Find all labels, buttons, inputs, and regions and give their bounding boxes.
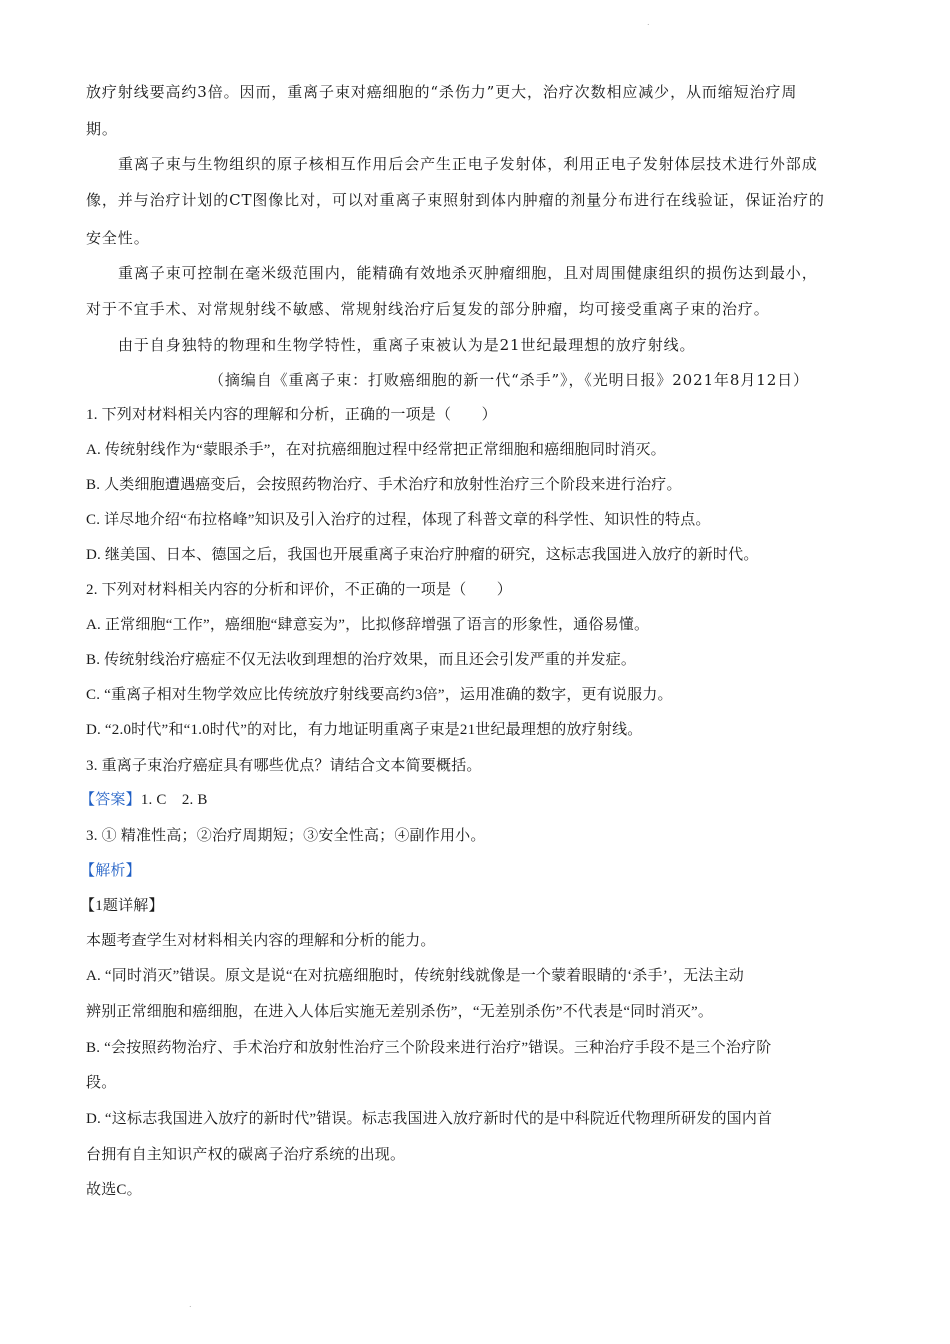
q1-option-b: B. 人类细胞遭遇癌变后，会按照药物治疗、手术治疗和放射性治疗三个阶段来进行治疗。: [86, 477, 682, 493]
q1-option-d: D. 继美国、日本、德国之后，我国也开展重离子束治疗肿瘤的研究，这标志我国进入放疗的新时代。: [86, 547, 759, 563]
analysis-b-line: B. “会按照药物治疗、手术治疗和放射性治疗三个阶段来进行治疗”错误。三种治疗手段不是三个治疗阶: [86, 1040, 772, 1056]
question-1: 1. 下列对材料相关内容的理解和分析，正确的一项是（ ）: [86, 407, 497, 423]
passage-line: 对于不宜手术、对常规射线不敏感、常规射线治疗后复发的部分肿瘤，均可接受重离子束的治疗。: [86, 300, 770, 318]
q2-option-d: D. “2.0时代”和“1.0时代”的对比，有力地证明重离子束是21世纪最理想的放疗射线。: [86, 722, 643, 738]
page-dot-bottom: .: [189, 1300, 192, 1309]
passage-line: 重离子束与生物组织的原子核相互作用后会产生正电子发射体，利用正电子发射体层技术进行外部成: [118, 155, 818, 173]
question-3: 3. 重离子束治疗癌症具有哪些优点？请结合文本简要概括。: [86, 758, 482, 774]
q2-option-b: B. 传统射线治疗癌症不仅无法收到理想的治疗效果，而且还会引发严重的并发症。: [86, 652, 637, 668]
analysis-d-line: D. “这标志我国进入放疗的新时代”错误。标志我国进入放疗新时代的是中科院近代物理所研发的国内首: [86, 1111, 773, 1127]
q1-detail-title: 【1题详解】: [80, 898, 164, 914]
passage-line: 安全性。: [86, 229, 150, 247]
analysis-d-line: 台拥有自主知识产权的碳离子治疗系统的出现。: [86, 1147, 406, 1163]
answer-line: [80, 790, 860, 810]
q1-option-c: C. 详尽地介绍“布拉格峰”知识及引入治疗的过程，体现了科普文章的科学性、知识性的特点。: [86, 512, 711, 528]
analysis-a-line: A. “同时消灭”错误。原文是说“在对抗癌细胞时，传统射线就像是一个蒙着眼睛的‘杀手’，无法主动: [86, 968, 744, 984]
passage-line: 重离子束可控制在毫米级范围内，能精确有效地杀灭肿瘤细胞，且对周围健康组织的损伤达到最小，: [118, 264, 818, 282]
q2-option-c: C. “重离子相对生物学效应比传统放疗射线要高约3倍”，运用准确的数字，更有说服力。: [86, 687, 673, 703]
passage-line: 像，并与治疗计划的CT图像比对，可以对重离子束照射到体内肿瘤的剂量分布进行在线验证，保证治疗的: [86, 191, 825, 209]
analysis-b-line: 段。: [86, 1075, 117, 1091]
q2-option-a: A. 正常细胞“工作”，癌细胞“肆意妄为”，比拟修辞增强了语言的形象性，通俗易懂。: [86, 617, 650, 633]
analysis-a-line: 辨别正常细胞和癌细胞，在进入人体后实施无差别杀伤”，“无差别杀伤”不代表是“同时消灭”。: [86, 1004, 714, 1020]
analysis-label: 【解析】: [80, 863, 141, 879]
analysis-intro: 本题考查学生对材料相关内容的理解和分析的能力。: [86, 933, 436, 949]
question-2: 2. 下列对材料相关内容的分析和评价，不正确的一项是（ ）: [86, 582, 513, 598]
q1-option-a: A. 传统射线作为“蒙眼杀手”，在对抗癌细胞过程中经常把正常细胞和癌细胞同时消灭。: [86, 442, 666, 458]
page-dot-top: .: [647, 18, 650, 27]
passage-line: 由于自身独特的物理和生物学特性，重离子束被认为是21世纪最理想的放疗射线。: [118, 336, 696, 354]
answer-q3: 3. ① 精准性高；②治疗周期短；③安全性高；④副作用小。: [86, 828, 486, 844]
answer-q12: 1. C 2. B: [140, 792, 208, 808]
passage-source: （摘编自《重离子束：打败癌细胞的新一代“杀手”》，《光明日报》2021年8月12日）: [209, 371, 809, 389]
passage-line: 期。: [86, 120, 118, 138]
passage-line: 放疗射线要高约3倍。因而，重离子束对癌细胞的“杀伤力”更大，治疗次数相应减少，从而缩短治疗周: [86, 83, 798, 101]
analysis-conclusion: 故选C。: [86, 1182, 142, 1198]
answer-label: 【答案】: [80, 792, 141, 808]
